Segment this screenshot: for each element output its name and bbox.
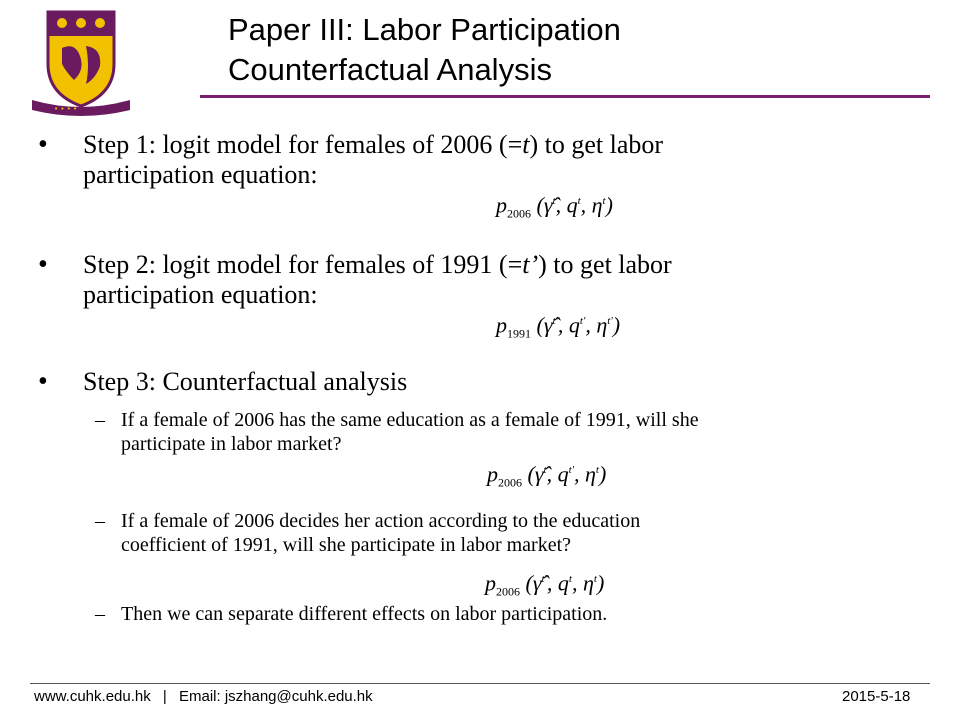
footer-divider: [30, 683, 930, 684]
equation-sub-2: $p_{2006}$ (γ̂$^{t'}$, $q^t$, $\eta^t$): [485, 570, 605, 599]
sub-item-3: Then we can separate different effects on labor participation.: [121, 603, 608, 625]
university-crest-icon: [30, 8, 132, 118]
dash-icon: –: [95, 510, 105, 532]
equation-sub-1: $p_{2006}$ (γ̂$^t$, $q^{t'}$, $\eta^t$): [487, 461, 607, 490]
dash-icon: –: [95, 409, 105, 431]
footer-separator: |: [162, 688, 167, 705]
email-link[interactable]: Email: jszhang@cuhk.edu.hk: [178, 688, 373, 705]
footer-date: 2015-5-18: [842, 688, 911, 705]
sub-item-1: If a female of 2006 has the same education as a female of 1991, will she participate in labor market?: [121, 409, 699, 455]
footer-links: [34, 688, 373, 706]
dash-icon: –: [95, 603, 105, 625]
title-line-1: Paper III: Labor Participation: [228, 12, 621, 47]
bullet-icon: •: [38, 129, 48, 160]
equation-step-1: $p_{2006}$ (γ̂$^t$, $q^t$, $\eta^t$): [496, 192, 613, 221]
website-link[interactable]: www.cuhk.edu.hk: [34, 688, 151, 705]
step-1-text: Step 1: logit model for females of 2006 (=t) to get labor participation equation:: [83, 130, 664, 189]
bullet-icon: •: [38, 249, 48, 280]
equation-step-2: $p_{1991}$ (γ̂$^{t'}$, $q^{t'}$, $\eta^{t'}$): [496, 312, 621, 341]
svg-text:• • • •: • • • •: [54, 105, 78, 113]
step-2-text: Step 2: logit model for females of 1991 (=t’) to get labor participation equation:: [83, 250, 672, 309]
bullet-icon: •: [38, 366, 48, 397]
title-line-2: Counterfactual Analysis: [228, 52, 552, 87]
title-divider: [200, 95, 930, 98]
page-title: [228, 10, 621, 90]
sub-item-2: If a female of 2006 decides her action according to the education coefficient of 1991, will she participate in labor market?: [121, 510, 641, 556]
step-3-text: Step 3: Counterfactual analysis: [83, 367, 408, 396]
